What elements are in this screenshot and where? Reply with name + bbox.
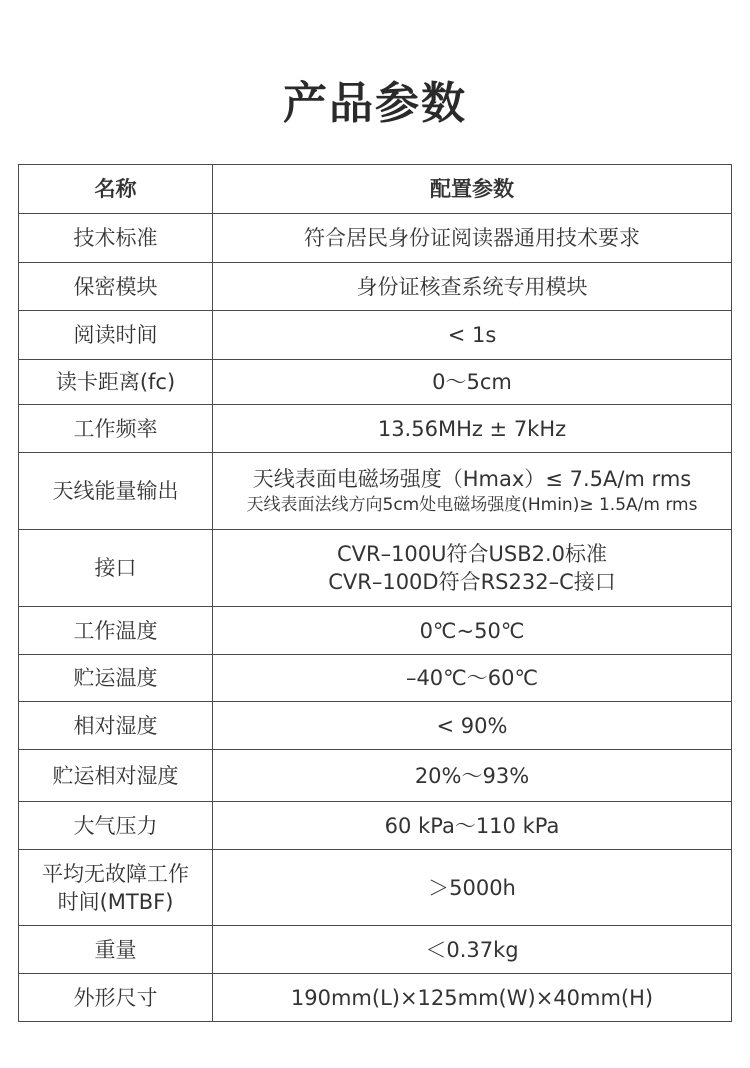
row-name: 技术标准 [19,214,213,263]
header-name: 名称 [19,165,213,214]
row-name: 工作温度 [19,607,213,655]
row-value: –40℃～60℃ [213,655,732,702]
row-name: 接口 [19,530,213,607]
row-name: 贮运相对湿度 [19,750,213,802]
row-value: 20%～93% [213,750,732,802]
table-row [19,655,732,702]
row-name: 工作频率 [19,405,213,453]
page-title: 产品参数 [283,78,467,129]
table-row [19,702,732,750]
table-row [19,850,732,926]
table-row [19,263,732,311]
table-header-row [19,165,732,214]
row-value [213,530,732,607]
row-name [19,850,213,926]
row-value: 190mm(L)×125mm(W)×40mm(H) [213,974,732,1022]
row-name: 大气压力 [19,802,213,850]
table-row [19,750,732,802]
row-value: 60 kPa～110 kPa [213,802,732,850]
table-row [19,453,732,530]
row-name: 阅读时间 [19,311,213,360]
row-value: 0～5cm [213,360,732,405]
row-name-line: 时间(MTBF) [57,889,174,914]
row-name: 外形尺寸 [19,974,213,1022]
row-value: 身份证核查系统专用模块 [213,263,732,311]
row-value: < 90% [213,702,732,750]
product-parameters-table [18,164,732,1022]
row-name: 相对湿度 [19,702,213,750]
row-name: 天线能量输出 [19,453,213,530]
row-value: ＞5000h [213,850,732,926]
table-row [19,926,732,974]
row-name: 保密模块 [19,263,213,311]
table-row [19,530,732,607]
table-row [19,974,732,1022]
row-name-line: 平均无故障工作 [42,861,189,886]
row-value: ＜0.37kg [213,926,732,974]
header-value: 配置参数 [213,165,732,214]
table-row [19,405,732,453]
row-value: < 1s [213,311,732,360]
table-row [19,607,732,655]
row-name: 贮运温度 [19,655,213,702]
row-value-line: CVR–100D符合RS232–C接口 [328,570,616,594]
table-row [19,360,732,405]
row-value [213,453,732,530]
row-value: 符合居民身份证阅读器通用技术要求 [213,214,732,263]
table-row [19,802,732,850]
row-value-line: 天线表面电磁场强度（Hmax）≤ 7.5A/m rms [252,467,692,491]
row-value: 0℃~50℃ [213,607,732,655]
row-name: 重量 [19,926,213,974]
table-row [19,214,732,263]
row-value: 13.56MHz ± 7kHz [213,405,732,453]
row-value-line: CVR–100U符合USB2.0标准 [336,542,608,566]
row-name: 读卡距离(fc) [19,360,213,405]
row-value-line: 天线表面法线方向5cm处电磁场强度(Hmin)≥ 1.5A/m rms [246,495,698,515]
table-row [19,311,732,360]
